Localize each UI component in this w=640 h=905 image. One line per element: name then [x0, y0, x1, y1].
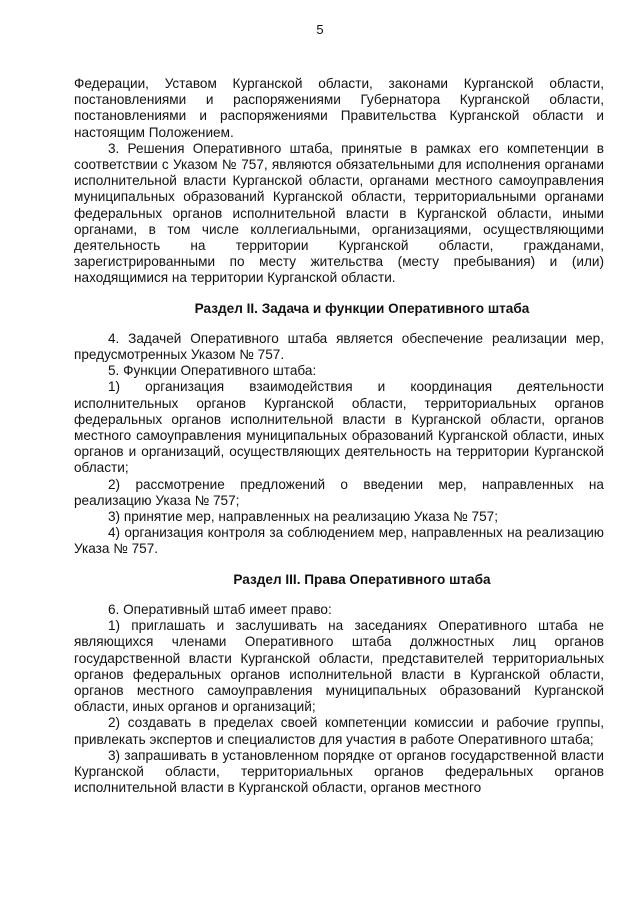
paragraph-continuation: Федерации, Уставом Курганской области, законами Курганской области, постановлениями и распоряжениями Губернатора Курганской области, постановлениями и распоряжениями Правительства Курганской области и настоящим Положением. [74, 76, 604, 140]
list-item-6-1: 1) приглашать и заслушивать на заседаниях Оперативного штаба не являющихся членами Оперативного штаба должностных лиц органов государственной власти Курганской области, представителей территориальных органов федеральных органов исполнительной власти в Курганской области, органов местного самоуправления муниципальных образований Курганской области, иных органов и организаций; [74, 618, 604, 715]
section-heading-3: Раздел III. Права Оперативного штаба [233, 571, 491, 587]
document-body [74, 76, 604, 796]
page-number: 5 [316, 22, 324, 37]
list-item-5-3: 3) принятие мер, направленных на реализацию Указа № 757; [108, 509, 498, 525]
paragraph-item-3: 3. Решения Оперативного штаба, принятые в рамках его компетенции в соответствии с Указом № 757, являются обязательными для исполнения органами исполнительной власти Курганской области, органами местного самоуправления муниципальных образований Курганской области, территориальными органами федеральных органов исполнительной власти в Курганской области, иными органами, в том числе коллегиальными, организациями, осуществляющими деятельность на территории Курганской области, гражданами, зарегистрированными по месту жительства (месту пребывания) и (или) находящимися на территории Курганской области. [74, 140, 604, 286]
list-item-5-1: 1) организация взаимодействия и координация деятельности исполнительных органов Курганской области, территориальных органов федеральных органов исполнительной власти в Курганской области, органов местного самоуправления муниципальных образований Курганской области, иных органов и организаций, осуществляющих деятельность на территории Курганской области; [74, 379, 604, 476]
list-item-6-2: 2) создавать в пределах своей компетенции комиссии и рабочие группы, привлекать экспертов и специалистов для участия в работе Оперативного штаба; [74, 715, 604, 747]
list-item-6-3: 3) запрашивать в установленном порядке от органов государственной власти Курганской области, территориальных органов федеральных органов исполнительной власти в Курганской области, органов местного [74, 747, 604, 796]
section-heading-2: Раздел II. Задача и функции Оперативного штаба [194, 300, 530, 316]
paragraph-item-4: 4. Задачей Оперативного штаба является обеспечение реализации мер, предусмотренных Указом № 757. [74, 330, 604, 363]
list-item-5-4: 4) организация контроля за соблюдением мер, направленных на реализацию Указа № 757. [74, 525, 604, 557]
paragraph-item-6: 6. Оперативный штаб имеет право: [108, 601, 332, 617]
paragraph-item-5: 5. Функции Оперативного штаба: [108, 363, 317, 379]
list-item-5-2: 2) рассмотрение предложений о введении мер, направленных на реализацию Указа № 757; [74, 476, 604, 508]
